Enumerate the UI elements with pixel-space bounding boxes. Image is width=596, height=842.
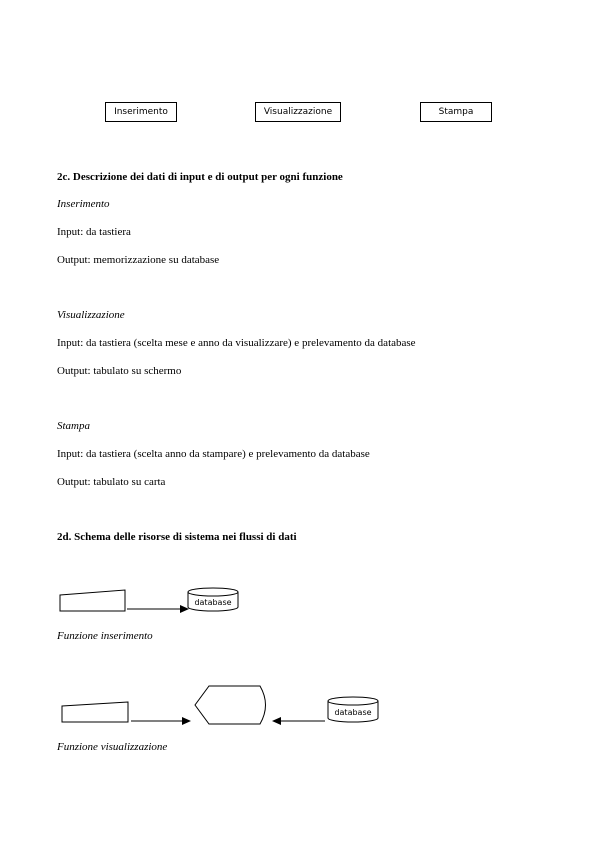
stampa-input: Input: da tastiera (scelta anno da stampare) e prelevamento da database [57, 448, 370, 460]
diagram-inserimento [55, 583, 245, 617]
inserimento-output: Output: memorizzazione su database [57, 254, 220, 266]
arrowhead-db [272, 717, 281, 725]
section-2d-title: 2d. Schema delle risorse di sistema nei flussi di dati [57, 531, 297, 543]
stampa-heading: Stampa [57, 420, 90, 432]
visualizzazione-heading: Visualizzazione [57, 309, 125, 321]
visualizzazione-input: Input: da tastiera (scelta mese e anno da visualizzare) e prelevamento da database [57, 337, 416, 349]
section-2c-title: 2c. Descrizione dei dati di input e di output per ogni funzione [57, 171, 343, 183]
caption-funzione-inserimento: Funzione inserimento [57, 630, 153, 642]
inserimento-heading: Inserimento [57, 198, 110, 210]
database-label: database [334, 708, 372, 717]
arrowhead-in [182, 717, 191, 725]
caption-funzione-visualizzazione: Funzione visualizzazione [57, 741, 168, 753]
function-box-stampa: Stampa [420, 102, 492, 122]
database-label: database [194, 598, 232, 607]
function-box-visualizzazione: Visualizzazione [255, 102, 341, 122]
database-cylinder [188, 588, 238, 611]
visualizzazione-output: Output: tabulato su schermo [57, 365, 182, 377]
manual-input-shape [62, 702, 128, 722]
display-shape [195, 686, 266, 724]
stampa-output: Output: tabulato su carta [57, 476, 166, 488]
database-cylinder [328, 697, 378, 722]
diagram-visualizzazione [55, 684, 385, 728]
function-box-inserimento: Inserimento [105, 102, 177, 122]
manual-input-shape [60, 590, 125, 611]
inserimento-input: Input: da tastiera [57, 226, 131, 238]
